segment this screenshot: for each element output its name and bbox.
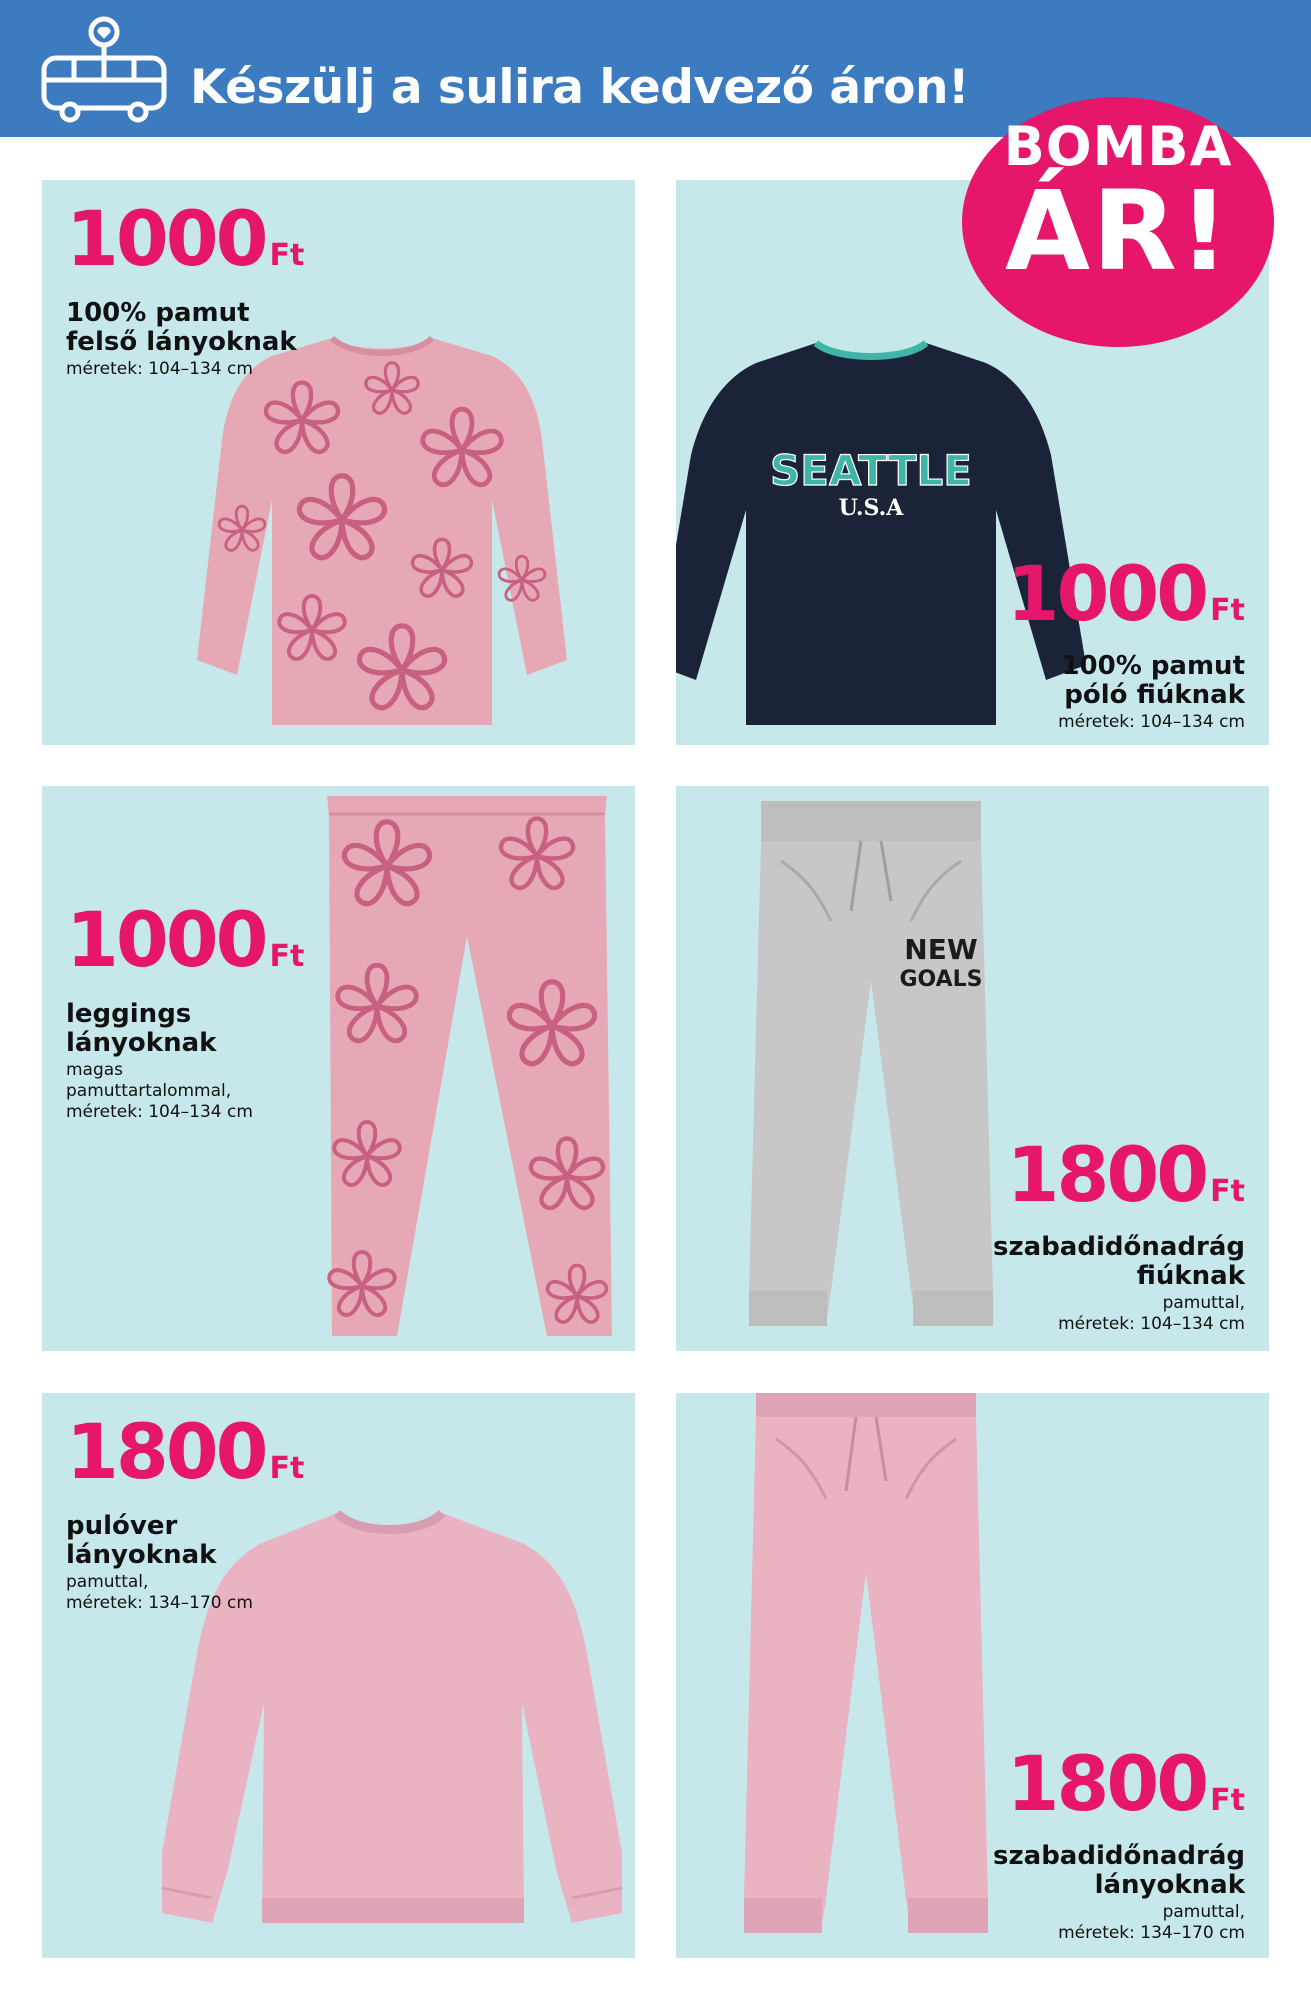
usa-print: U.S.A bbox=[838, 495, 904, 521]
product-description: pamuttal, méretek: 104–134 cm bbox=[1058, 1293, 1245, 1334]
product-name: leggings lányoknak bbox=[66, 999, 217, 1058]
product-description: méretek: 104–134 cm bbox=[66, 359, 253, 379]
product-card-girls-joggers[interactable] bbox=[676, 1393, 1269, 1958]
price: 1800 Ft bbox=[66, 1407, 305, 1496]
grey-joggers-image bbox=[741, 801, 1001, 1331]
pink-joggers-image bbox=[736, 1393, 996, 1943]
product-card-boys-joggers[interactable] bbox=[676, 786, 1269, 1351]
product-description: pamuttal, méretek: 134–170 cm bbox=[66, 1572, 253, 1613]
pink-flower-top-image bbox=[192, 330, 572, 730]
pink-leggings-image bbox=[307, 796, 627, 1346]
header-title: Készülj a sulira kedvező áron! bbox=[190, 60, 969, 115]
product-info bbox=[993, 1130, 1245, 1335]
product-card-girls-top[interactable] bbox=[42, 180, 635, 745]
badge-line1: BOMBA bbox=[1003, 115, 1233, 178]
product-info bbox=[66, 1407, 305, 1614]
new-goals-print-2: GOALS bbox=[899, 967, 983, 992]
seattle-print: SEATTLE bbox=[770, 446, 972, 495]
price: 1000 Ft bbox=[66, 895, 305, 984]
product-name: 100% pamut póló fiúknak bbox=[1061, 651, 1245, 710]
product-description: méretek: 104–134 cm bbox=[1058, 712, 1245, 732]
product-card-girls-leggings[interactable] bbox=[42, 786, 635, 1351]
product-name: szabadidőnadrág lányoknak bbox=[993, 1841, 1245, 1900]
bus-icon bbox=[38, 14, 170, 126]
product-name: 100% pamut felső lányoknak bbox=[66, 298, 297, 357]
product-name: pulóver lányoknak bbox=[66, 1511, 217, 1570]
price: 1800 Ft bbox=[1006, 1130, 1245, 1219]
product-info bbox=[993, 1739, 1245, 1944]
product-info bbox=[1006, 549, 1245, 733]
new-goals-print-1: NEW bbox=[904, 933, 978, 966]
product-description: magas pamuttartalommal, méretek: 104–134 cm bbox=[66, 1060, 253, 1122]
product-info bbox=[66, 194, 305, 380]
price: 1800 Ft bbox=[1006, 1739, 1245, 1828]
product-info bbox=[66, 895, 305, 1123]
product-card-girls-sweatshirt[interactable] bbox=[42, 1393, 635, 1958]
product-description: pamuttal, méretek: 134–170 cm bbox=[1058, 1902, 1245, 1943]
bomba-ar-badge bbox=[962, 97, 1274, 347]
product-name: szabadidőnadrág fiúknak bbox=[993, 1232, 1245, 1291]
price: 1000 Ft bbox=[1006, 549, 1245, 638]
badge-line2: ÁR! bbox=[1005, 167, 1231, 295]
price: 1000 Ft bbox=[66, 194, 305, 283]
